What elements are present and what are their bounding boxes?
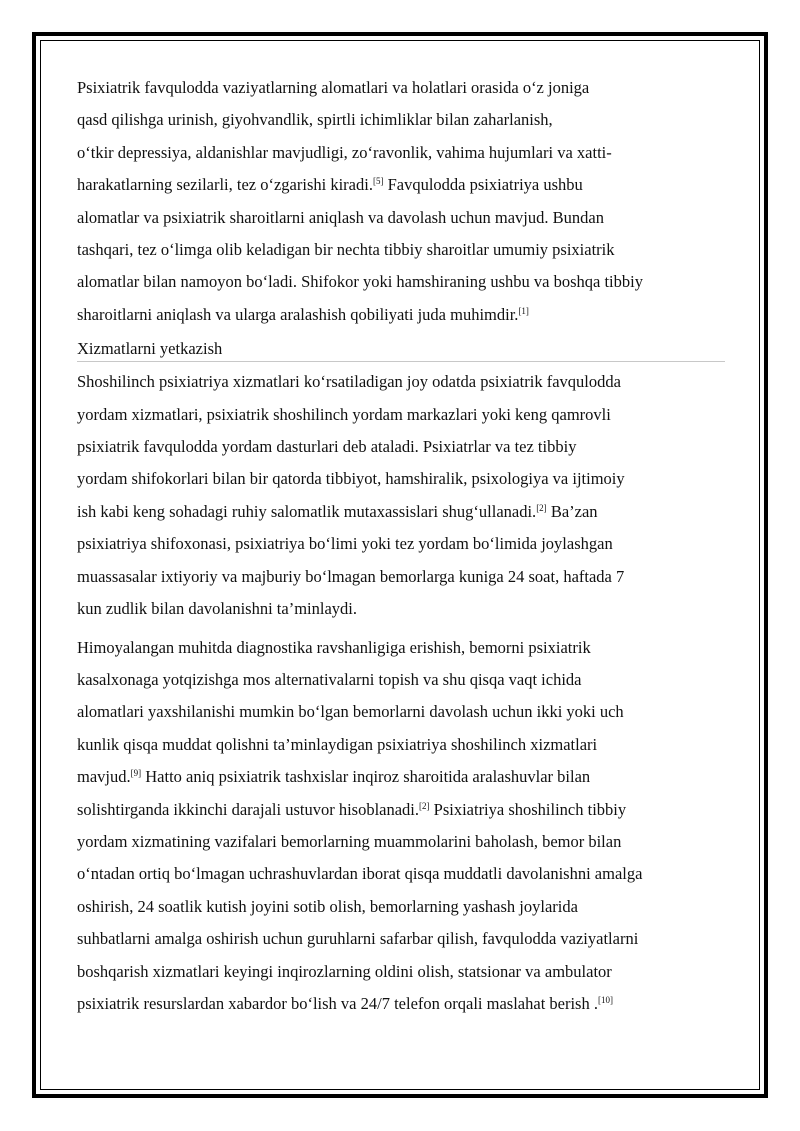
text-line: Psixiatrik favqulodda vaziyatlarning alomatlari va holatlari orasida o‘z joniga bbox=[77, 78, 590, 97]
text-line: kunlik qisqa muddat qolishni ta’minlaydigan psixiatriya shoshilinch xizmatlari bbox=[77, 734, 598, 754]
citation-ref[interactable]: [2] bbox=[419, 800, 430, 811]
citation-ref[interactable]: [1] bbox=[518, 305, 529, 316]
text-line: alomatlar bilan namoyon bo‘ladi. Shifokor yoki hamshiraning ushbu va boshqa tibbiy bbox=[77, 272, 643, 292]
paragraph-services bbox=[77, 366, 725, 625]
text-line: yordam shifokorlari bilan bir qatorda tibbiyot, hamshiralik, psixologiya va ijtimoiy bbox=[77, 469, 625, 489]
text-line: suhbatlarni amalga oshirish uchun guruhlarni safarbar qilish, favqulodda vaziyatlarni bbox=[77, 929, 639, 949]
text-line: yordam xizmatining vazifalari bemorlarning muammolarini baholash, bemor bilan bbox=[77, 831, 622, 851]
text-line: kasalxonaga yotqizishga mos alternativalarni topish va shu qisqa vaqt ichida bbox=[77, 669, 582, 689]
text-line: kun zudlik bilan davolanishni ta’minlaydi. bbox=[77, 599, 357, 619]
text-line bbox=[77, 496, 725, 528]
text-line bbox=[77, 988, 725, 1020]
text-segment: sharoitlarni aniqlash va ularga aralashish qobiliyati juda muhimdir. bbox=[77, 304, 519, 324]
citation-ref[interactable]: [5] bbox=[372, 176, 384, 187]
text-line: o‘ntadan ortiq bo‘lmagan uchrashuvlardan iborat qisqa muddatli davolanishni amalga bbox=[77, 864, 643, 884]
text-line: boshqarish xizmatlari keyingi inqirozlarning oldini olish, statsionar va ambulator bbox=[77, 961, 612, 981]
text-line: alomatlari yaxshilanishi mumkin bo‘lgan bemorlarni davolash uchun ikki yoki uch bbox=[77, 702, 624, 722]
text-segment: harakatlarning sezilarli, tez o‘zgarishi kiradi. bbox=[77, 175, 373, 195]
text-segment: Psixiatriya shoshilinch tibbiy bbox=[429, 799, 627, 819]
text-segment: Ba’zan bbox=[546, 501, 598, 521]
text-line: tashqari, tez o‘limga olib keladigan bir nechta tibbiy sharoitlar umumiy psixiatrik bbox=[77, 240, 615, 260]
paragraph-emergency-services bbox=[77, 632, 725, 1021]
text-line: o‘tkir depressiya, aldanishlar mavjudligi, zo‘ravonlik, vahima hujumlari va xatti- bbox=[77, 142, 612, 162]
text-segment: psixiatrik resurslardan xabardor bo‘lish va 24/7 telefon orqali maslahat berish . bbox=[77, 993, 598, 1013]
text-line: muassasalar ixtiyoriy va majburiy bo‘lmagan bemorlarga kuniga 24 soat, haftada 7 bbox=[77, 566, 625, 586]
text-segment: solishtirganda ikkinchi darajali ustuvor hisoblanadi. bbox=[77, 799, 420, 819]
text-segment: ish kabi keng sohadagi ruhiy salomatlik mutaxassislari shug‘ullanadi. bbox=[77, 501, 537, 521]
text-segment: Hatto aniq psixiatrik tashxislar inqiroz sharoitida aralashuvlar bilan bbox=[141, 767, 591, 787]
document-body bbox=[77, 72, 725, 1020]
paragraph-symptoms bbox=[77, 72, 725, 331]
text-segment: Favqulodda psixiatriya ushbu bbox=[383, 175, 583, 195]
text-line: psixiatriya shifoxonasi, psixiatriya bo‘limi yoki tez yordam bo‘limida joylashgan bbox=[77, 534, 613, 554]
text-line bbox=[77, 794, 725, 826]
text-line: qasd qilishga urinish, giyohvandlik, spirtli ichimliklar bilan zaharlanish, bbox=[77, 110, 553, 130]
text-line: alomatlar va psixiatrik sharoitlarni aniqlash va davolash uchun mavjud. Bundan bbox=[77, 207, 604, 227]
citation-ref[interactable]: [9] bbox=[130, 768, 142, 779]
text-line: oshirish, 24 soatlik kutish joyini sotib olish, bemorlarning yashash joylarida bbox=[77, 896, 578, 916]
text-line bbox=[77, 169, 725, 201]
text-segment: mavjud. bbox=[77, 767, 131, 787]
text-line: yordam xizmatlari, psixiatrik shoshilinch yordam markazlari yoki keng qamrovli bbox=[77, 404, 611, 424]
text-line: Himoyalangan muhitda diagnostika ravshanligiga erishish, bemorni psixiatrik bbox=[77, 637, 591, 657]
text-line bbox=[77, 761, 725, 793]
citation-ref[interactable]: [2] bbox=[536, 502, 547, 513]
text-line: psixiatrik favqulodda yordam dasturlari deb ataladi. Psixiatrlar va tez tibbiy bbox=[77, 437, 577, 457]
section-heading: Xizmatlarni yetkazish bbox=[77, 337, 725, 362]
text-line bbox=[77, 299, 725, 331]
text-line: Shoshilinch psixiatriya xizmatlari ko‘rsatiladigan joy odatda psixiatrik favqulodda bbox=[77, 372, 621, 392]
citation-ref[interactable]: [10] bbox=[597, 994, 613, 1005]
